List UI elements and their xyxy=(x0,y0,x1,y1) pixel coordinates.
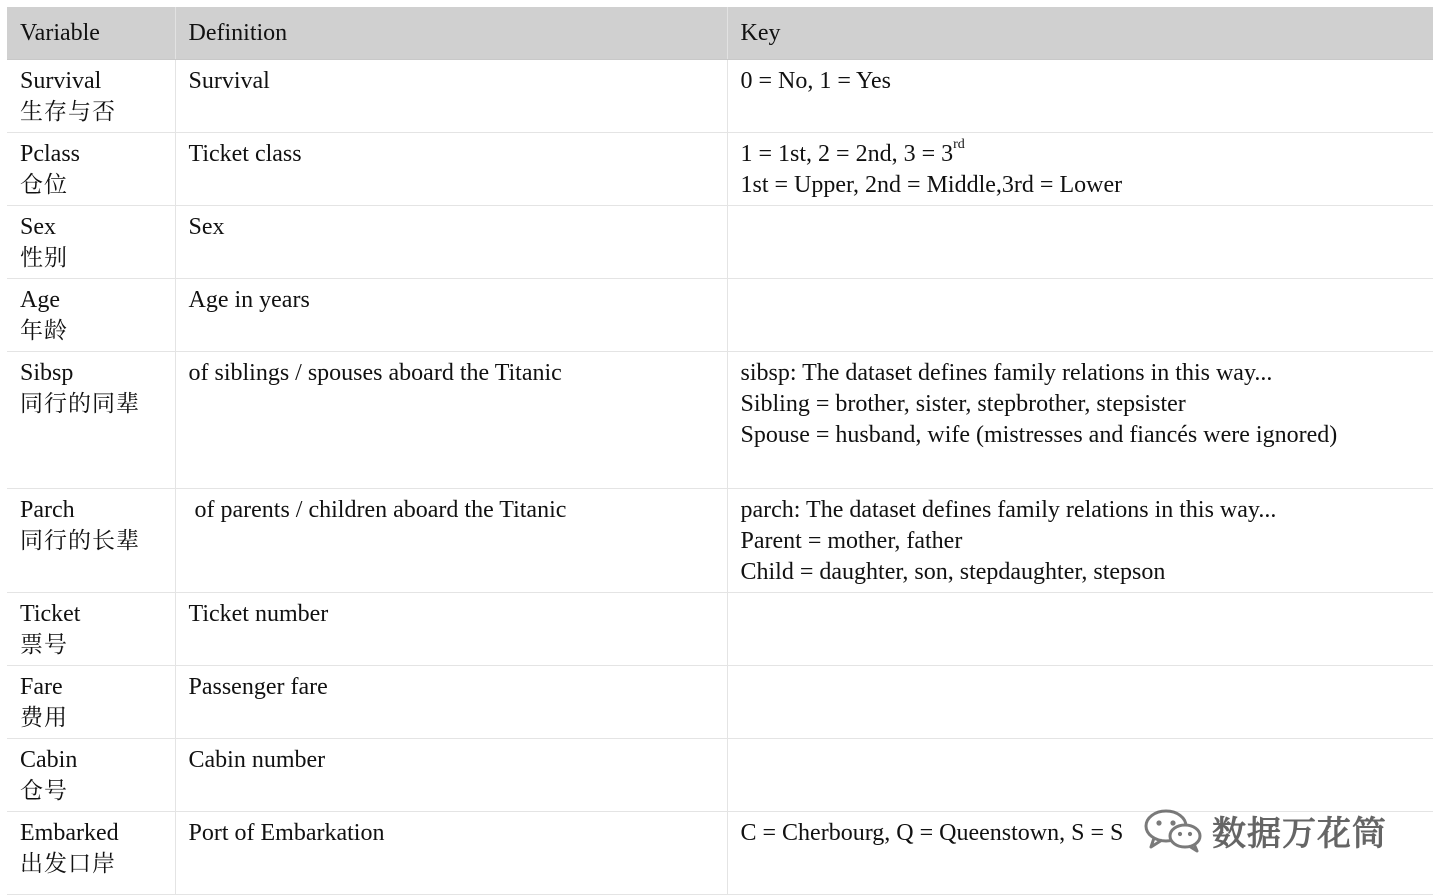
variable-name: Ticket xyxy=(20,601,81,627)
wechat-icon xyxy=(1142,806,1206,854)
key-cell xyxy=(727,352,1433,489)
definition-cell xyxy=(175,133,727,206)
variable-cell xyxy=(7,593,175,666)
variable-name: Cabin xyxy=(20,747,78,773)
variable-name-zh: 同行的长辈 xyxy=(20,528,140,554)
definition-text: Ticket number xyxy=(188,601,329,627)
table-row xyxy=(7,206,1433,279)
variable-cell xyxy=(7,352,175,489)
variable-cell xyxy=(7,739,175,812)
definition-cell xyxy=(175,352,727,489)
variable-name: Sibsp xyxy=(20,360,74,386)
watermark-text: 数据万花筒 xyxy=(1212,813,1387,854)
key-line xyxy=(741,139,1421,170)
variable-name-zh: 仓号 xyxy=(20,778,68,804)
variable-cell xyxy=(7,206,175,279)
definition-cell xyxy=(175,206,727,279)
variable-name: Embarked xyxy=(20,820,119,846)
variable-name-zh: 年龄 xyxy=(20,318,68,344)
key-superscript: rd xyxy=(953,137,965,152)
definition-cell xyxy=(175,739,727,812)
header-variable: Variable xyxy=(7,7,175,60)
definition-cell xyxy=(175,279,727,352)
table-row xyxy=(7,279,1433,352)
variable-cell xyxy=(7,489,175,593)
variable-cell xyxy=(7,60,175,133)
definition-text: Survival xyxy=(188,68,270,94)
table-row xyxy=(7,133,1433,206)
definition-text: Sex xyxy=(188,214,225,240)
key-cell xyxy=(727,739,1433,812)
definition-text: Cabin number xyxy=(188,747,326,773)
table-row xyxy=(7,593,1433,666)
table-row xyxy=(7,489,1433,593)
watermark xyxy=(1142,802,1387,858)
table-row xyxy=(7,739,1433,812)
variable-name: Age xyxy=(20,287,60,313)
header-key: Key xyxy=(727,7,1433,60)
variable-name-zh: 费用 xyxy=(20,705,68,731)
variable-cell xyxy=(7,812,175,895)
definition-text: Ticket class xyxy=(188,141,302,167)
variable-name-zh: 性别 xyxy=(20,245,68,271)
variable-name: Survival xyxy=(20,68,102,94)
table-row xyxy=(7,60,1433,133)
variable-cell xyxy=(7,133,175,206)
variable-cell xyxy=(7,666,175,739)
variable-table-container xyxy=(7,7,1433,895)
key-cell xyxy=(727,206,1433,279)
key-line: Child = daughter, son, stepdaughter, stepson xyxy=(740,559,1166,585)
definition-cell xyxy=(175,489,727,593)
key-line: 1st = Upper, 2nd = Middle,3rd = Lower xyxy=(740,172,1123,198)
definition-text: Port of Embarkation xyxy=(188,820,385,846)
definition-text: Passenger fare xyxy=(188,674,328,700)
definition-cell xyxy=(175,60,727,133)
variable-cell xyxy=(7,279,175,352)
variable-name-zh: 仓位 xyxy=(20,172,68,198)
variable-name: Sex xyxy=(20,214,56,240)
variable-name: Parch xyxy=(20,497,75,523)
key-line: Parent = mother, father xyxy=(740,528,963,554)
table-row xyxy=(7,352,1433,489)
variable-name: Fare xyxy=(20,674,63,700)
key-cell xyxy=(727,60,1433,133)
variable-name-zh: 出发口岸 xyxy=(20,851,116,877)
variable-name: Pclass xyxy=(20,141,80,167)
key-line: parch: The dataset defines family relations in this way... xyxy=(740,497,1277,523)
definition-cell xyxy=(175,593,727,666)
header-definition: Definition xyxy=(175,7,727,60)
key-line: Sibling = brother, sister, stepbrother, stepsister xyxy=(740,391,1186,417)
variable-name-zh: 生存与否 xyxy=(20,99,116,125)
variable-definition-table xyxy=(7,7,1433,895)
key-cell xyxy=(727,133,1433,206)
table-row xyxy=(7,666,1433,739)
definition-text: of siblings / spouses aboard the Titanic xyxy=(188,360,562,386)
table-header-row xyxy=(7,7,1433,60)
definition-cell xyxy=(175,666,727,739)
key-line: 0 = No, 1 = Yes xyxy=(740,68,891,94)
definition-text: Age in years xyxy=(188,287,310,313)
definition-cell xyxy=(175,812,727,895)
key-line: Spouse = husband, wife (mistresses and fiancés were ignored) xyxy=(740,422,1338,448)
key-cell xyxy=(727,489,1433,593)
key-cell xyxy=(727,279,1433,352)
variable-name-zh: 同行的同辈 xyxy=(20,391,140,417)
key-line: C = Cherbourg, Q = Queenstown, S = S xyxy=(740,820,1124,846)
key-cell xyxy=(727,666,1433,739)
key-cell xyxy=(727,593,1433,666)
key-line-prefix: 1 = 1st, 2 = 2nd, 3 = 3 xyxy=(740,141,954,167)
variable-name-zh: 票号 xyxy=(20,632,68,658)
definition-text: of parents / children aboard the Titanic xyxy=(194,497,567,523)
key-line: sibsp: The dataset defines family relations in this way... xyxy=(740,360,1273,386)
